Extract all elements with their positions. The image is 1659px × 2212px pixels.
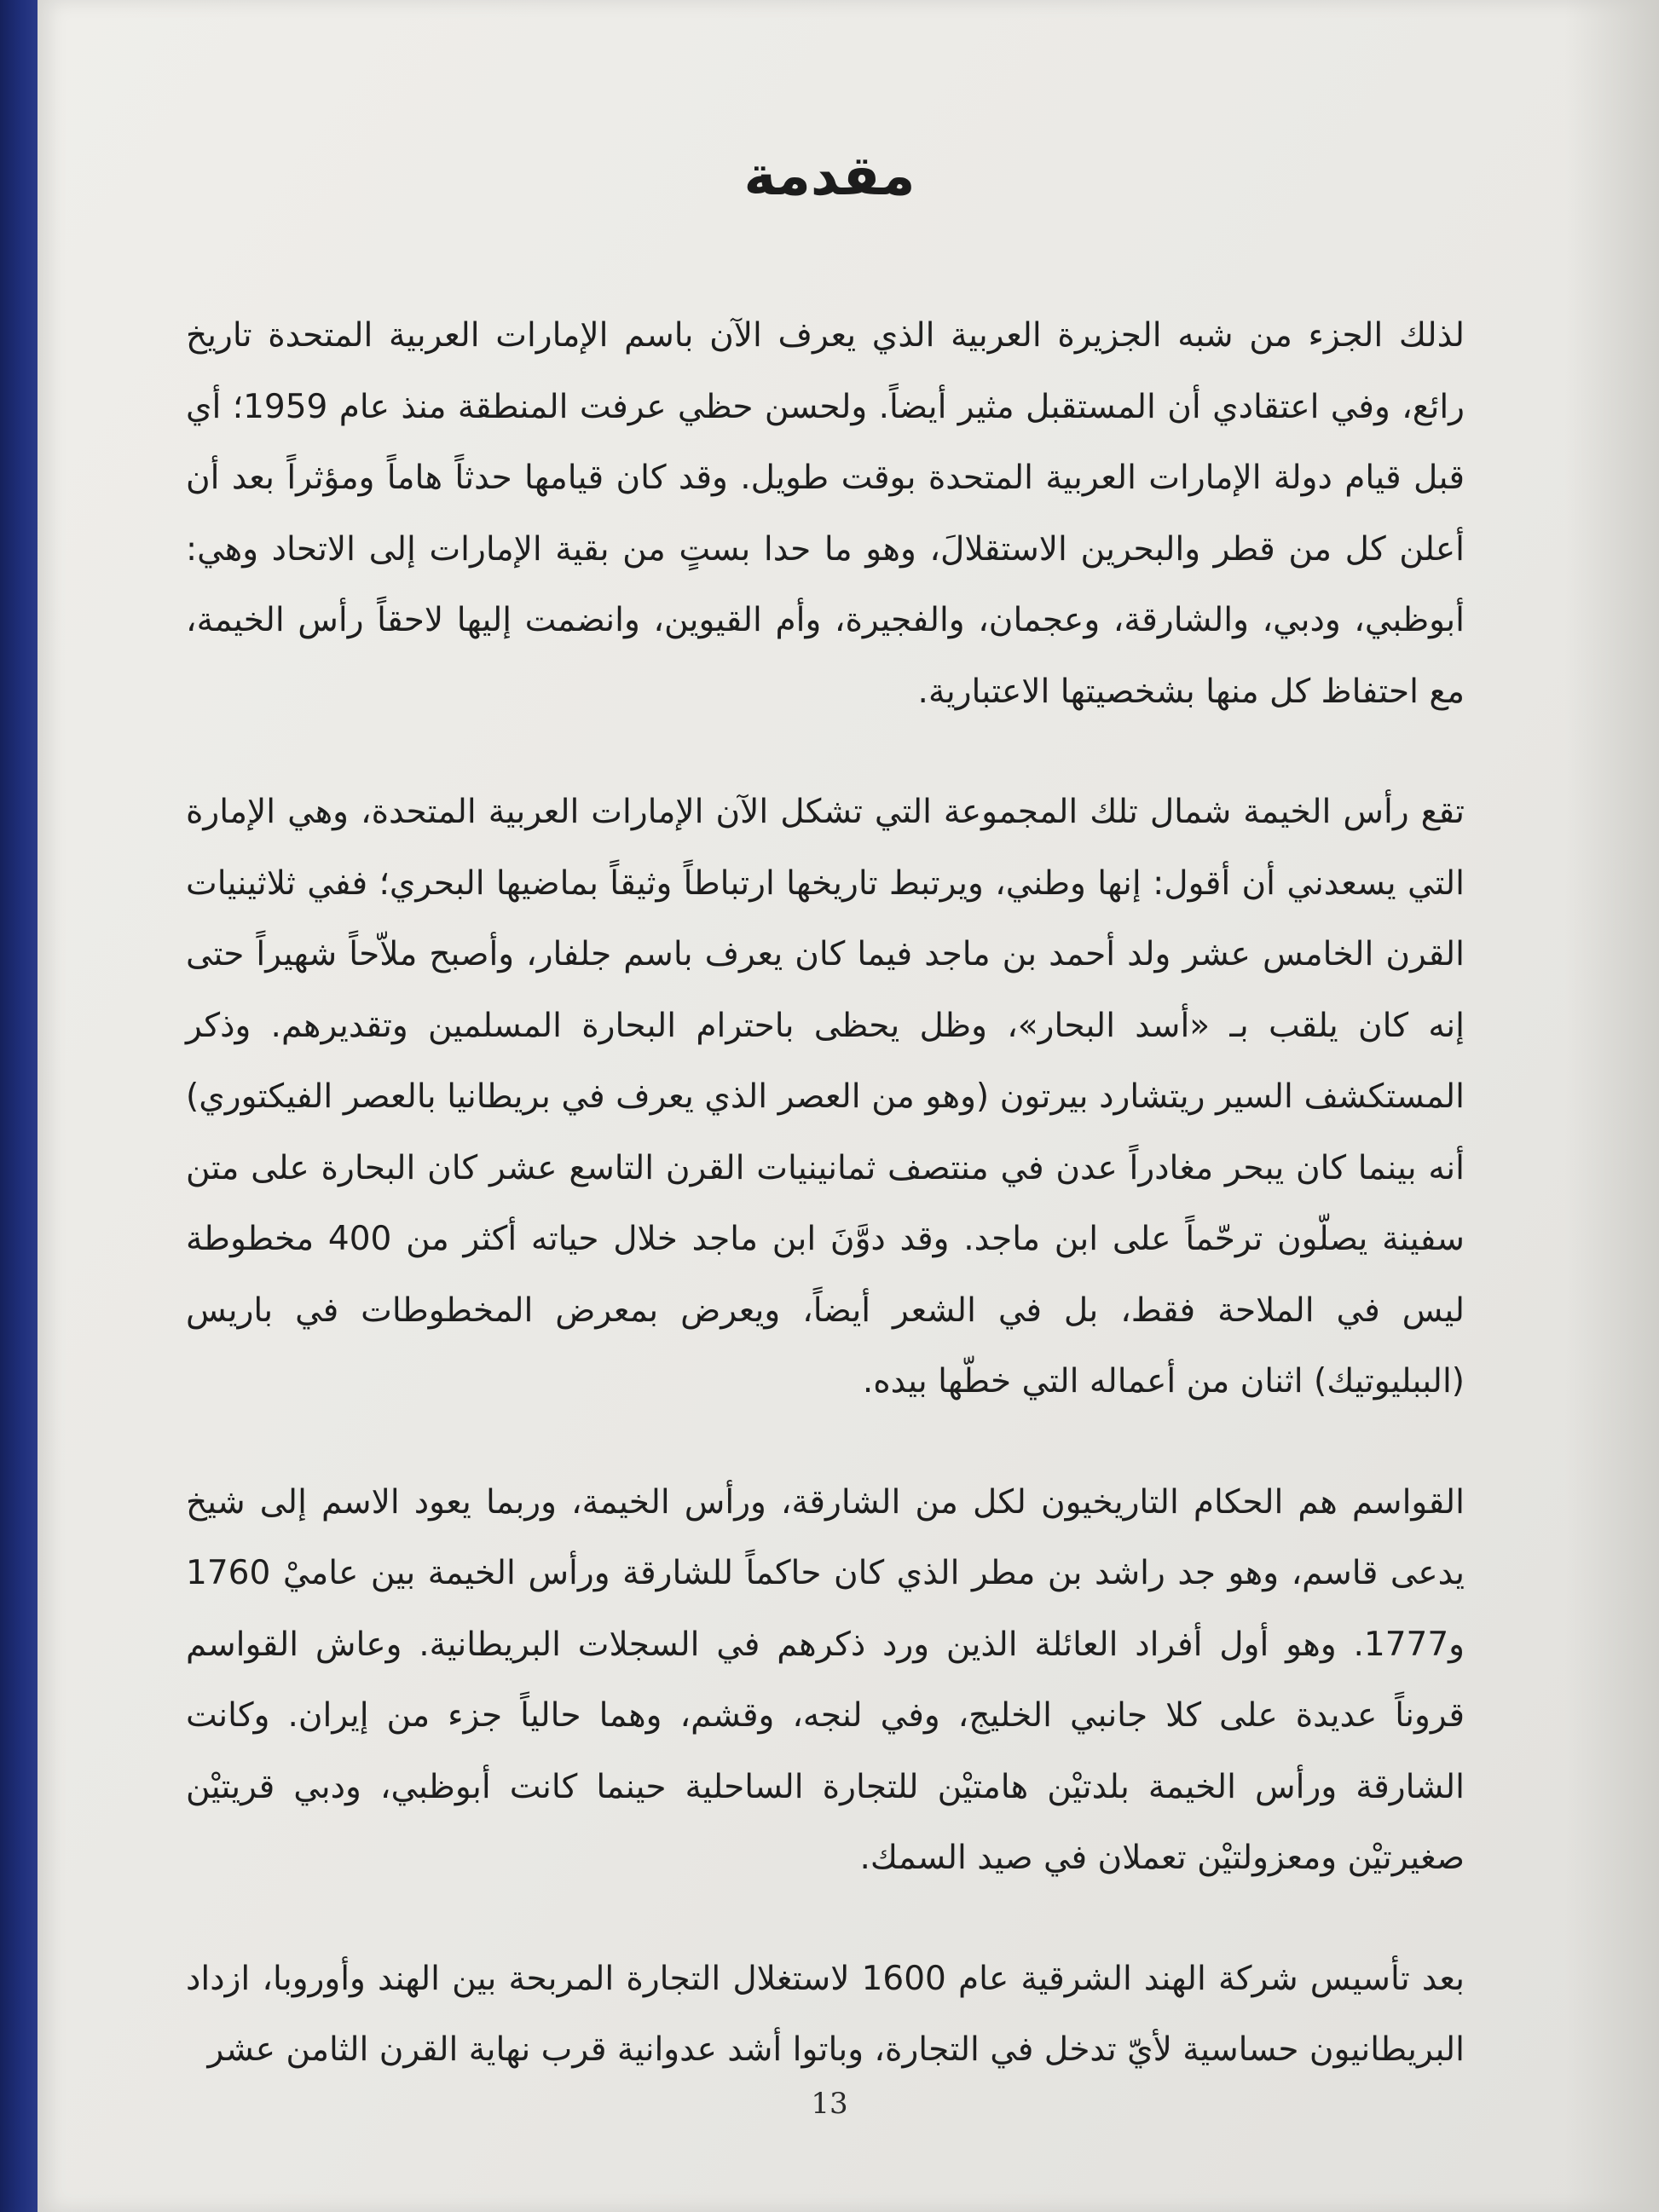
page-number: 13 [811, 2087, 848, 2121]
page-curve-shadow [1565, 0, 1659, 2212]
paragraph: لذلك الجزء من شبه الجزيرة العربية الذي يعرف الآن باسم الإمارات العربية المتحدة تاريخ رائع، وفي اعتقادي أن المستقبل مثير أيضاً. ولحسن حظي عرفت المنطقة منذ عام 1959؛ أي قبل قيام دولة الإمارات العربية المتحدة بوقت طويل. وقد كان قيامها حدثاً هاماً ومؤثراً بعد أن أعلن كل من قطر والبحرين الاستقلالَ، وهو ما حدا بستٍ من بقية الإمارات إلى الاتحاد وهي: أبوظبي، ودبي، والشارقة، وعجمان، والفجيرة، وأم القيوين، وانضمت إليها لاحقاً رأس الخيمة، مع احتفاظ كل منها بشخصيتها الاعتبارية. [186, 316, 1465, 711]
paragraph: تقع رأس الخيمة شمال تلك المجموعة التي تشكل الآن الإمارات العربية المتحدة، وهي الإمارة التي يسعدني أن أقول: إنها وطني، ويرتبط تاريخها ارتباطاً وثيقاً بماضيها البحري؛ ففي ثلاثينيات القرن الخامس عشر ولد أحمد بن ماجد فيما كان يعرف باسم جلفار، وأصبح ملاّحاً شهيراً حتى إنه كان يلقب بـ «أسد البحار»، وظل يحظى باحترام البحارة المسلمين وتقديرهم. وذكر المستكشف السير ريتشارد بيرتون (وهو من العصر الذي يعرف في بريطانيا بالعصر الفيكتوري) أنه بينما كان يبحر مغادراً عدن في منتصف ثمانينيات القرن التاسع عشر كان البحارة على متن سفينة يصلّون ترحّماً على ابن ماجد. وقد دوَّنَ ابن ماجد خلال حياته أكثر من 400 مخطوطة ليس في الملاحة فقط، بل في الشعر أيضاً، ويعرض بمعرض المخطوطات في باريس (الببليوتيك) اثنان من أعماله التي خطّها بيده. [186, 793, 1465, 1401]
body-text [186, 300, 1465, 2086]
paragraph: القواسم هم الحكام التاريخيون لكل من الشارقة، ورأس الخيمة، وربما يعود الاسم إلى شيخ يدعى قاسم، وهو جد راشد بن مطر الذي كان حاكماً للشارقة ورأس الخيمة بين عاميْ 1760 و1777. وهو أول أفراد العائلة الذين ورد ذكرهم في السجلات البريطانية. وعاش القواسم قروناً عديدة على كلا جانبي الخليج، وفي لنجه، وقشم، وهما حالياً جزء من إيران. وكانت الشارقة ورأس الخيمة بلدتيْن هامتيْن للتجارة الساحلية حينما كانت أبوظبي، ودبي قريتيْن صغيرتيْن ومعزولتيْن تعملان في صيد السمك. [186, 1482, 1465, 1877]
book-spine [0, 0, 38, 2212]
page-title: مقدمة [743, 145, 916, 208]
paragraph: بعد تأسيس شركة الهند الشرقية عام 1600 لاستغلال التجارة المربحة بين الهند وأوروبا، ازداد البريطانيون حساسية لأيّ تدخل في التجارة، وباتوا أشد عدوانية قرب نهاية القرن الثامن عشر [186, 1959, 1465, 2069]
